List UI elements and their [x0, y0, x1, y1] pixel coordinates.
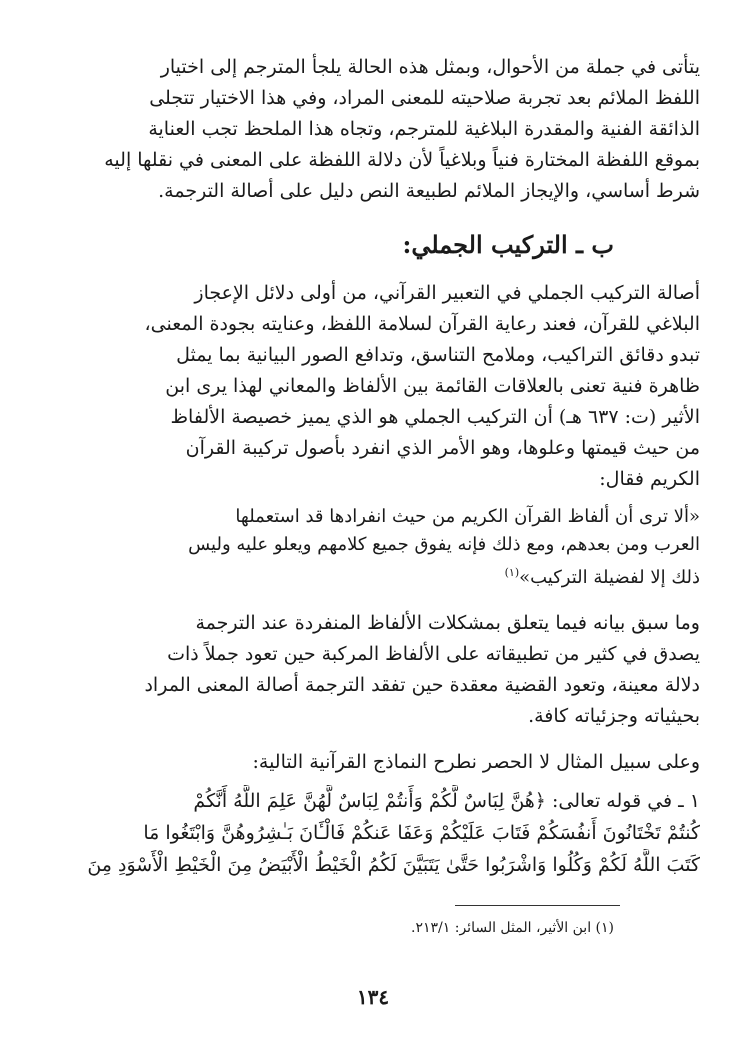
block-quote [60, 503, 700, 592]
paragraph-2 [60, 278, 700, 495]
text-line: كَتَبَ اللَّهُ لَكُمْ وَكُلُوا وَاشْرَبُوا حَتَّىٰ يَتَبَيَّنَ لَكُمُ الْخَيْطُ الْأَبْيَضُ مِنَ الْخَيْطِ الْأَسْوَدِ مِنَ [87, 854, 700, 876]
text-line: أصالة التركيب الجملي في التعبير القرآني، من أولى دلائل الإعجاز [194, 282, 700, 304]
footnote-divider [455, 905, 620, 906]
text-line: البلاغي للقرآن، فعند رعاية القرآن لسلامة اللفظ، وعنايته بجودة المعنى، [144, 313, 700, 335]
paragraph-1 [60, 52, 700, 207]
text-line: الأثير (ت: ٦٣٧ هـ) أن التركيب الجملي هو الذي يميز خصيصة الألفاظ [170, 406, 700, 428]
footnote-reference[interactable]: (١) [504, 566, 520, 579]
text-line: اللفظ الملائم بعد تجربة صلاحيته للمعنى المراد، وفي هذا الاختيار تتجلى [149, 87, 700, 109]
text-line: بموقع اللفظة المختارة فنياً وبلاغياً لأن دلالة اللفظة على المعنى في نقلها إليه [104, 149, 700, 171]
text-line: دلالة معينة، وتعود القضية معقدة حين تفقد الترجمة أصالة المعنى المراد [144, 674, 700, 696]
section-heading: ب ـ التركيب الجملي: [402, 230, 614, 259]
text-line: الذائقة الفنية والمقدرة البلاغية للمترجم، وتجاه هذا الملحظ تجب العناية [148, 118, 700, 140]
text-line: وما سبق بيانه فيما يتعلق بمشكلات الألفاظ المنفردة عند الترجمة [195, 612, 700, 634]
quote-line: «ألا ترى أن ألفاظ القرآن الكريم من حيث انفرادها قد استعملها [235, 506, 700, 527]
text-line: ظاهرة فنية تعنى بالعلاقات القائمة بين الألفاظ والمعاني لهذا يرى ابن [165, 375, 700, 397]
text-line: يتأتى في جملة من الأحوال، وبمثل هذه الحالة يلجأ المترجم إلى اختيار [160, 56, 700, 78]
page-number: ١٣٤ [356, 985, 390, 1009]
text-line: الكريم فقال: [599, 468, 700, 490]
footnote: (١) ابن الأثير، المثل السائر: ٢١٣/١. [411, 920, 614, 936]
text-line: وعلى سبيل المثال لا الحصر نطرح النماذج القرآنية التالية: [252, 751, 700, 773]
quote-line: العرب ومن بعدهم، ومع ذلك فإنه يفوق جميع كلامهم ويعلو عليه وليس [188, 534, 700, 555]
quote-line-text: ذلك إلا لفضيلة التركيب» [519, 567, 700, 588]
text-line: شرط أساسي، والإيجاز الملائم لطبيعة النص دليل على أصالة الترجمة. [158, 180, 700, 202]
quran-example [60, 785, 700, 881]
text-line: تبدو دقائق التراكيب، وملامح التناسق، وتدافع الصور البيانية بما يمثل [176, 344, 700, 366]
text-line: من حيث قيمتها وعلوها، وهو الأمر الذي انفرد بأصول تركيبة القرآن [185, 437, 700, 459]
text-line: بحيثياته وجزئياته كافة. [528, 705, 700, 727]
paragraph-3 [60, 608, 700, 732]
text-line: ١ ـ في قوله تعالى: ﴿هُنَّ لِبَاسٌ لَّكُمْ وَأَنتُمْ لِبَاسٌ لَّهُنَّ عَلِمَ اللَّهُ أَنَّكُمْ [193, 790, 700, 812]
quote-line [60, 559, 700, 592]
text-line: كُنتُمْ تَخْتَانُونَ أَنفُسَكُمْ فَتَابَ عَلَيْكُمْ وَعَفَا عَنكُمْ فَالْـَٔانَ بَـٰشِرُوهُنَّ وَابْتَغُوا مَا [143, 822, 700, 844]
text-line: يصدق في كثير من تطبيقاته على الألفاظ المركبة حين تعود جملاً ذات [167, 643, 700, 665]
paragraph-4 [60, 747, 700, 778]
